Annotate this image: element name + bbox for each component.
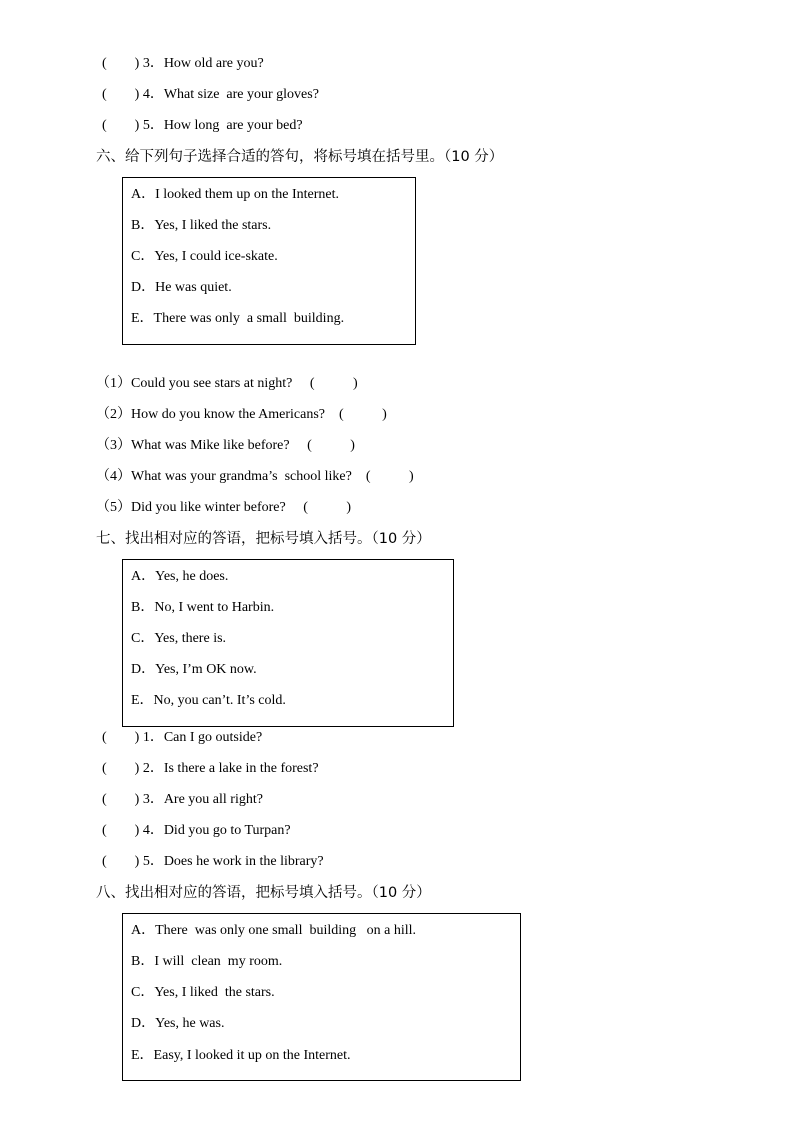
option-item: B．I will clean my room.	[131, 954, 283, 969]
option-item: C．Yes, I could ice-skate.	[131, 249, 278, 264]
section-heading: 六、给下列句子选择合适的答句，将标号填在括号里。（10 分）	[96, 149, 504, 165]
option-item: C．Yes, there is.	[131, 631, 227, 646]
section-heading: 八、找出相对应的答语，把标号填入括号。（10 分）	[96, 885, 431, 901]
option-item: B．No, I went to Harbin.	[131, 600, 275, 615]
option-item: D．Yes, he was.	[131, 1016, 225, 1031]
option-item: A．Yes, he does.	[131, 569, 229, 584]
question-item: （4）What was your grandma’s school like? ( )	[96, 469, 414, 484]
question-item: ( ) 4．Did you go to Turpan?	[102, 823, 291, 838]
question-item: ( ) 3．Are you all right?	[102, 792, 263, 807]
question-item: ( ) 5．Does he work in the library?	[102, 854, 324, 869]
question-item: ( ) 5．How long are your bed?	[102, 118, 303, 133]
question-item: （3）What was Mike like before? ( )	[96, 438, 355, 453]
option-item: D．He was quiet.	[131, 280, 232, 295]
option-item: E．There was only a small building.	[131, 311, 345, 326]
question-item: （1）Could you see stars at night? ( )	[96, 376, 358, 391]
section-heading: 七、找出相对应的答语，把标号填入括号。（10 分）	[96, 531, 431, 547]
option-item: E．No, you can’t. It’s cold.	[131, 693, 286, 708]
question-item: （2）How do you know the Americans? ( )	[96, 407, 387, 422]
question-item: ( ) 3．How old are you?	[102, 56, 264, 71]
option-item: A．There was only one small building on a hill.	[131, 923, 417, 938]
question-item: ( ) 4．What size are your gloves?	[102, 87, 319, 102]
option-item: D．Yes, I’m OK now.	[131, 662, 257, 677]
question-item: （5）Did you like winter before? ( )	[96, 500, 352, 515]
option-item: E．Easy, I looked it up on the Internet.	[131, 1048, 351, 1063]
option-item: C．Yes, I liked the stars.	[131, 985, 275, 1000]
option-item: B．Yes, I liked the stars.	[131, 218, 272, 233]
option-item: A．I looked them up on the Internet.	[131, 187, 340, 202]
question-item: ( ) 1．Can I go outside?	[102, 730, 263, 745]
question-item: ( ) 2．Is there a lake in the forest?	[102, 761, 319, 776]
